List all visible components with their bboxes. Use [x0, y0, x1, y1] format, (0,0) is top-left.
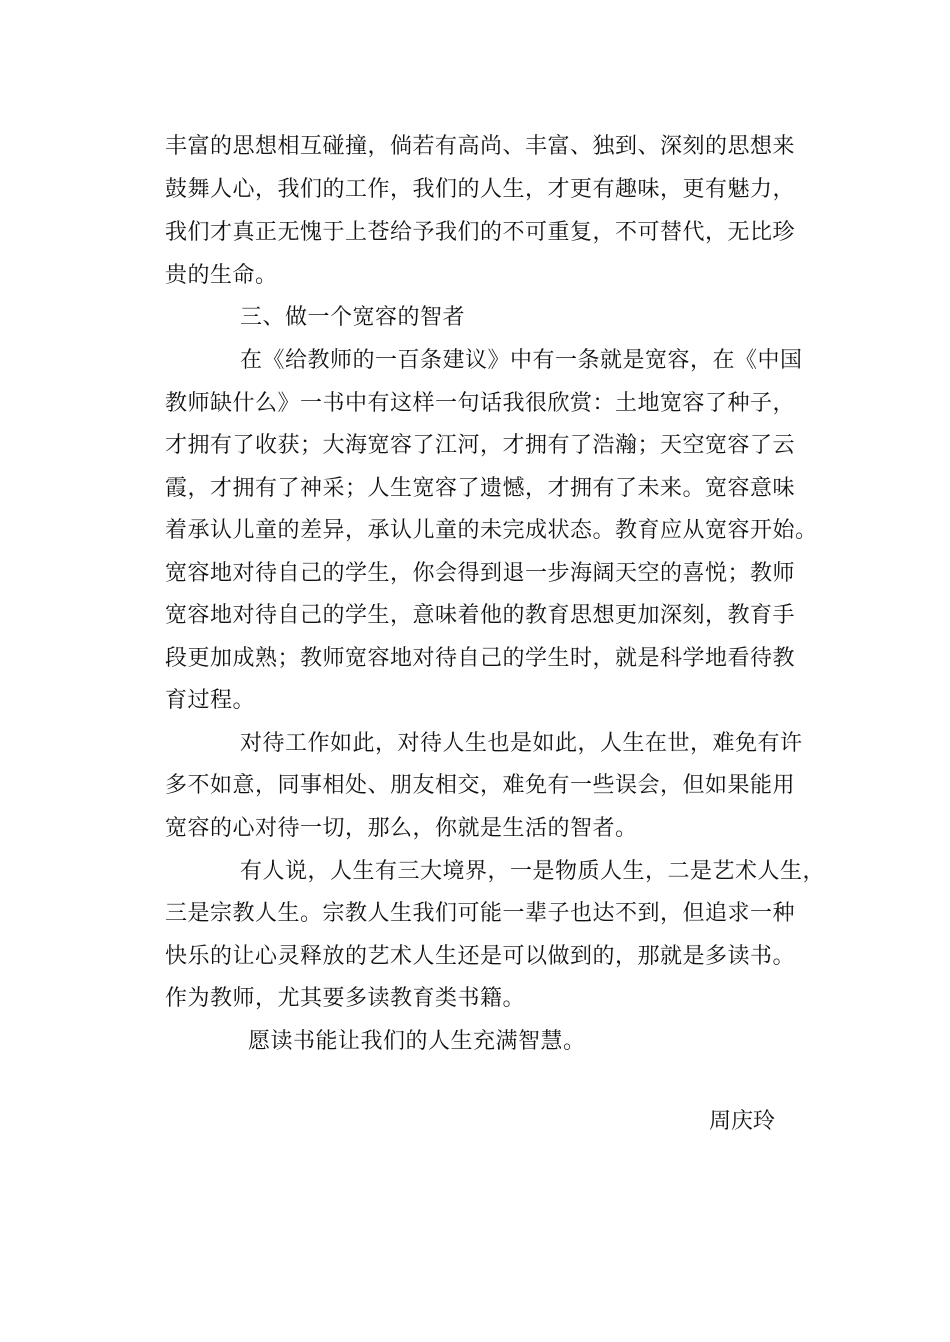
paragraph-2-line-3: 才拥有了收获；大海宽容了江河，才拥有了浩瀚；天空宽容了云: [165, 433, 796, 458]
paragraph-3-line-1: 对待工作如此，对待人生也是如此，人生在世，难免有许: [240, 731, 803, 756]
paragraph-2-line-8: 段更加成熟；教师宽容地对待自己的学生时，就是科学地看待教: [165, 646, 796, 671]
paragraph-2-line-7: 宽容地对待自己的学生，意味着他的教育思想更加深刻，教育手: [165, 603, 796, 628]
paragraph-3-line-2: 多不如意，同事相处、朋友相交，难免有一些误会，但如果能用: [165, 773, 796, 798]
paragraph-2-line-1: 在《给教师的一百条建议》中有一条就是宽容，在《中国: [240, 348, 803, 373]
paragraph-1-line-2: 鼓舞人心，我们的工作，我们的人生，才更有趣味，更有魅力，: [165, 177, 796, 202]
paragraph-2-line-2: 教师缺什么》一书中有这样一句话我很欣赏：土地宽容了种子，: [165, 391, 796, 416]
paragraph-4-line-1: 有人说，人生有三大境界，一是物质人生，二是艺术人生，: [240, 859, 826, 884]
section-heading: 三、做一个宽容的智者: [240, 305, 466, 330]
author-signature: 周庆玲: [708, 1109, 775, 1134]
closing-line: 愿读书能让我们的人生充满智慧。: [248, 1029, 586, 1054]
paragraph-1-line-4: 贵的生命。: [165, 263, 278, 288]
paragraph-2-line-5: 着承认儿童的差异，承认儿童的未完成状态。教育应从宽容开始。: [165, 518, 818, 543]
paragraph-2-line-9: 育过程。: [165, 688, 256, 713]
paragraph-4-line-4: 作为教师，尤其要多读教育类书籍。: [165, 986, 526, 1011]
paragraph-2-line-4: 霞，才拥有了神采；人生宽容了遗憾，才拥有了未来。宽容意味: [165, 476, 796, 501]
paragraph-1-line-1: 丰富的思想相互碰撞，倘若有高尚、丰富、独到、深刻的思想来: [165, 134, 796, 159]
paragraph-2-line-6: 宽容地对待自己的学生，你会得到退一步海阔天空的喜悦；教师: [165, 561, 796, 586]
paragraph-1-line-3: 我们才真正无愧于上苍给予我们的不可重复，不可替代，无比珍: [165, 220, 796, 245]
paragraph-4-line-2: 三是宗教人生。宗教人生我们可能一辈子也达不到，但追求一种: [165, 901, 796, 926]
paragraph-4-line-3: 快乐的让心灵释放的艺术人生还是可以做到的，那就是多读书。: [165, 944, 796, 969]
paragraph-3-line-3: 宽容的心对待一切，那么，你就是生活的智者。: [165, 816, 638, 841]
